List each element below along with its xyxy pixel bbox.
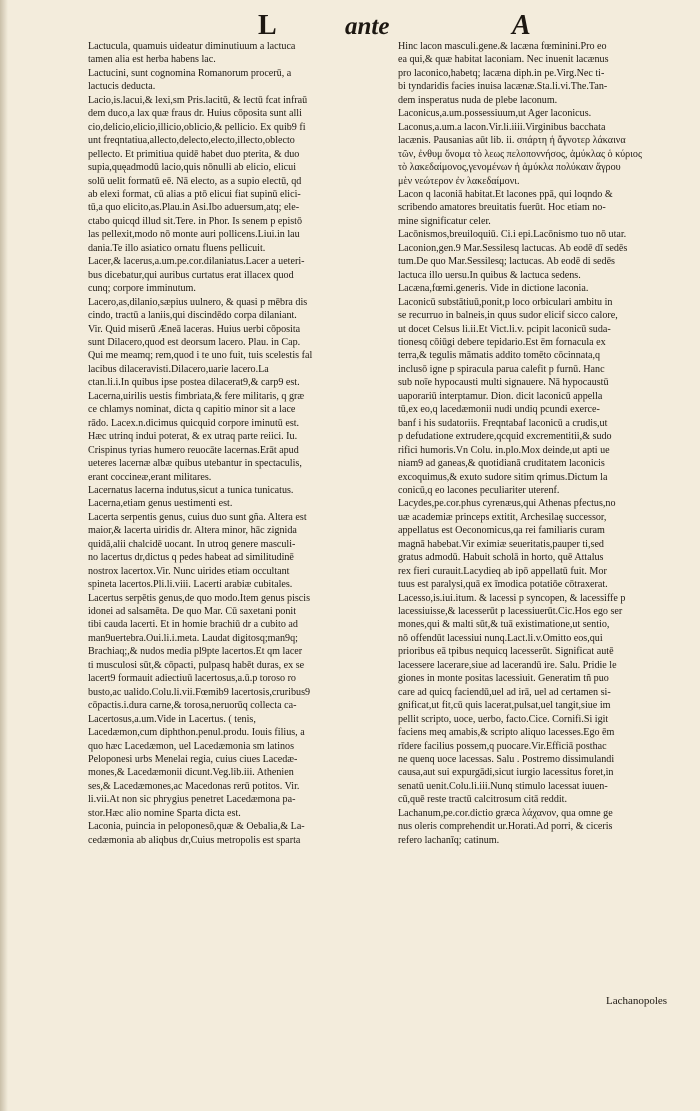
text-line: Peloponesi urbs Menelai regia, cuius ciues Lacedæ- (88, 754, 298, 766)
text-line: mine significatur celer. (398, 215, 491, 227)
text-line: cindo, tractū a laniis,qui discindēdo corpa dilaniant. (88, 310, 297, 322)
text-line: Lacōnismos,breuiloquiū. Ci.i epi.Lacōnismo tuo nō utar. (398, 229, 627, 241)
text-line: Lactucula, quamuis uideatur diminutiuum a lactuca (88, 41, 296, 52)
text-line: conicū,q eo lacones peculiariter uterenf. (398, 484, 560, 496)
running-head-letter: L (258, 10, 277, 41)
text-line: Qui me meamq; rem,quod i te uno fuit, tuis scelestis fal (88, 350, 313, 362)
text-line: uaporariū interptamur. Dion. dicit laconicū appella (398, 390, 603, 402)
running-head (0, 10, 700, 44)
text-line: Brachiaq;,& nudos media pl9pte lacertos.Et qm lacer (88, 646, 303, 658)
text-line: spineta lacertos.Pli.li.viii. Lacerti arabiæ cubitales. (88, 579, 293, 591)
text-line: Lacæna,fœmi.generis. Vide in dictione laconia. (398, 283, 589, 295)
text-line: ea qui,& quæ habitat laconiam. Nec inuenit lacænus (398, 54, 609, 66)
text-line: busto,ac ualido.Colu.li.vii.Fœmib9 lacertosis,cruribus9 (88, 686, 311, 698)
text-line: Lacertus serpētis genus,de quo modo.Item genus piscis (88, 592, 311, 604)
text-line: ti musculosi sūt,& cōpacti, pulpasq habēt duras, ex se (88, 659, 305, 671)
text-line: cū,quē reste tractū calcitrosum citā reddit. (398, 794, 567, 806)
text-line: maior,& lacerta uiridis dr. Altera minor, hāc zignida (88, 525, 297, 537)
text-line: stor.Hæc alio nomine Sparta dicta est. (88, 807, 241, 819)
running-head-word: ante (345, 13, 390, 40)
text-line: mones,& Lacedæmonii dicunt.Veg.lib.iii. Athenien (88, 767, 294, 779)
text-line: cōpactis.i.dura carne,& torosa,neruorūq collecta ca- (88, 700, 297, 712)
text-line: Lacero,as,dilanio,sæpius uulnero, & quasi p mēbra dis (88, 296, 308, 308)
text-line: nus oleris comprehendit ur.Horati.Ad porri, & ciceris (398, 821, 613, 833)
text-line: sunt Dilacero,quod est deorsum lacero. Plau. in Cap. (88, 336, 301, 348)
text-line: Lacernatus lacerna indutus,sicut a tunica tunicatus. (88, 484, 294, 496)
right-text-column (398, 40, 689, 1060)
text-line: man9uertebra.Oui.li.i.meta. Laudat digitosq;man9q; (88, 632, 298, 644)
text-line: erant coccineæ,erant militares. (88, 471, 212, 483)
text-line: rifici humoris.Vn Colu. in.plo.Mox deinde,ut apti ue (398, 444, 610, 456)
text-line: nō offendūt lacessiui nunq.Lact.li.v.Omitto eos,qui (398, 632, 603, 644)
text-line: unt freqntatiua,allecto,delecto,electo,illecto,oblecto (88, 135, 295, 147)
text-line: nostrox lacertox.Vir. Nunc uirides etiam occultant (88, 565, 290, 577)
text-line: scribendo amatores breuitatis fuerūt. Hoc etiam no- (398, 202, 606, 214)
text-line: tionesq cōiūgi debere tepidario.Est ēm fornacula ex (398, 336, 606, 348)
text-line: senatū uenit.Colu.li.iii.Nunq stimulo lacessat iuuen- (398, 780, 608, 792)
text-line: lactucis deducta. (88, 81, 156, 93)
text-line: tuus est paralysi,quā ex īmodica potatiōe cōtraxerat. (398, 579, 608, 591)
text-line: excoquimus,& exuto sudore sitim qrimus.Dictum la (398, 471, 608, 483)
text-line: cedæmonia ab aliqbus dr,Cuius metropolis est sparta (88, 834, 301, 846)
text-line: Lacertosus,a.um.Vide in Lacertus. ( tenis, (88, 713, 256, 725)
text-line: gnificat,ut fit,cū quis lacerat,pulsat,uel tangit,siue im (398, 700, 611, 712)
text-line: supia,quęadmodū lacio,quis nōnulli ab elicio, elicui (88, 162, 296, 174)
text-line: ab elexi format, cū alias a ptō elicui fiat supinū elici- (88, 188, 301, 200)
text-line: dem insperatus nuda de plebe laconum. (398, 94, 558, 106)
text-line: lacænis. Pausanias aūt lib. ii. σπάρτη ἡ ἄγνοτερ λάκαινα (398, 135, 626, 147)
left-text-column (88, 40, 384, 1060)
text-line: Lacesso,is.iui.itum. & lacessi p syncopen, & lacessiffe p (398, 592, 626, 604)
text-line: cio,delicio,elicio,illicio,oblicio,& pellicio. Ex quib9 fi (88, 121, 306, 133)
text-line: μὲν νεώτερον ἐν λακεδαίμονι. (398, 175, 520, 187)
text-line: uæ academiæ princeps extitit, Archesilaę successor, (398, 511, 607, 523)
text-line: faciens meq amabis,& scripto aliquo lacesses.Ego ēm (398, 727, 615, 739)
text-line: terra,& tegulis māmatis addito tomēto cōcinnata,q (398, 350, 601, 362)
text-line: no lacertus dr,dictus q pedes habeat ad similitudinē (88, 552, 294, 564)
text-line: solū uelit formatū eē. Nā electo, as a supio electū, qd (88, 175, 302, 187)
text-line: quo hæc Lacedæmon, uel Lacedæmonia sm latinos (88, 740, 295, 752)
text-line: ne quenq uoce lacessas. Salu . Postremo dissimulandi (398, 754, 615, 766)
text-line: tū,ex eo,q lacedæmonii nudi undiq pcundi exerce- (398, 404, 600, 416)
text-line: tamen alia est herba habens lac. (88, 54, 216, 66)
text-line: ueteres lacernæ albæ quibus utebantur in spectaculis, (88, 458, 302, 470)
text-line: dania.Te illo asiatico ornatu fluens pellicuit. (88, 242, 266, 254)
text-line: p defudatione extrudere,qcquid excrementitii,& sudo (398, 431, 612, 443)
text-line: Laconus,a.um.a lacon.Vir.li.iiii.Virginibus bacchata (398, 121, 606, 133)
text-line: ses,& Lacedæmones,ac Macedonas rerū potitos. Vir. (88, 780, 300, 792)
text-line: Lacon q laconiā habitat.Et lacones ppā, qui loqndo & (398, 188, 613, 200)
text-line: lacert9 formauit adiectiuū lacertosus,a.ū.p toroso ro (88, 673, 296, 685)
text-line: gratus admodū. Habuit scholā in horto, quē Attalus (398, 552, 604, 564)
text-line: mones,qui & malti sūt,& tuā existimatione,ut sentio, (398, 619, 610, 631)
text-line: lacibus dilaceravisti.Dilacero,uarie lacero.La (88, 363, 269, 375)
text-line: Lacer,& lacerus,a.um.pe.cor.dilaniatus.Lacer a ueteri- (88, 256, 305, 268)
text-line: dem duco,a lax quæ fraus dr. Huius cōposita sunt alli (88, 108, 302, 120)
text-line: sub noīe hypocausti multi signauere. Nā hypocaustū (398, 377, 609, 389)
catchword: Lachanopoles (606, 995, 668, 1007)
text-line: pellit scripto, uoce, uerbo, facto.Cice. Cornifi.Si igit (398, 713, 609, 725)
text-line: magnā habebat.Vir eximiæ seueritatis,pauper ti,sed (398, 538, 604, 550)
text-line: Lacio,is.lacui,& lexi,sm Pris.lacitū, & lectū fcat infraū (88, 94, 308, 106)
text-line: pellecto. Et primitiua quidē habet duo pterita, & duo (88, 148, 300, 160)
text-line: pro laconico,habetq; lacæna diph.in pe.Virg.Nec ti- (398, 67, 605, 79)
text-line: idonei ad salsamēta. De quo Mar. Cū saxetani ponit (88, 606, 296, 618)
text-line: prioribus eā tpibus nequicq lacesserūt. Significat autē (398, 646, 614, 658)
text-line: care ad quicq faciendū,uel ad irā, uel ad certamen si- (398, 686, 611, 698)
page-gutter-shadow (0, 0, 8, 1111)
text-line: rex fieri curauit.Lacydieq ab ipō appellatū fuit. Mor (398, 565, 607, 577)
text-line: Lacedæmon,cum diphthon.penul.produ. Iouis filius, a (88, 727, 305, 739)
text-line: appellatus est Oeconomicus,qa rei familiaris curam (398, 525, 605, 537)
text-line: ctan.li.i.In quibus ipse postea dilacerat9,& carp9 est. (88, 377, 300, 389)
text-line: Lacerna,etiam genus uestimenti est. (88, 498, 233, 510)
text-line: bus dicebatur,qui auribus curtatus erat illacex quod (88, 269, 294, 281)
text-line: ut docet Celsus li.ii.Et Vict.li.v. pcipit laconicū suda- (398, 323, 611, 335)
text-line: causa,aut sui expurgādi,sicut iurgio lacessitus foret,in (398, 767, 614, 779)
text-line: rīdere facilius possem,q puocare.Vir.Efficiā posthac (398, 740, 607, 752)
text-line: tū,a quo elicito,as.Plau.in Asi.Ibo aduersum,atq; ele- (88, 202, 300, 214)
text-line: cunq; corpore imminutum. (88, 283, 196, 295)
text-line: lacessere lacerare,siue ad lacerandū ire. Salu. Pridie le (398, 659, 617, 671)
text-line: ctabo quicqd illud sit.Tere. in Phor. Is senem p epistō (88, 215, 303, 227)
text-line: se recurruo in balneis,in quus sudor elicif sicco calore, (398, 310, 618, 322)
text-line: bi tyndaridis facies inuisa lacænæ.Sta.li.vi.The.Tan- (398, 81, 608, 93)
text-line: Lachanum,pe.cor.dictio græca λάχανον, qua omne ge (398, 807, 613, 819)
text-line: Laconicus,a.um.possessiuum,ut Ager laconicus. (398, 108, 592, 120)
text-line: giones in monte positas lacessiuit. Generatim tñ puo (398, 673, 609, 685)
text-line: Vir. Quid miserū Æneā laceras. Huius uerbi cōposita (88, 323, 301, 335)
running-head-mark: A (512, 10, 531, 41)
text-line: ce chlamys nominat, dicta q capitio minor sit a lace (88, 404, 296, 416)
text-line: tum.De quo Mar.Sessilesq; lactucas. Ab eodē di sedēs (398, 256, 615, 268)
text-line: Laconion,gen.9 Mar.Sessilesq lactucas. Ab eodē dī sedēs (398, 242, 628, 254)
text-line: lacessiuisse,& lacesserūt p lacessiuerūt.Cic.Hos ego ser (398, 606, 623, 618)
text-line: niam9 ad ganeas,& quotidianā cruditatem laconicis (398, 458, 605, 470)
text-line: Laconicū substātiuū,ponit,p loco orbiculari ambitu in (398, 296, 613, 308)
text-line: Lacydes,pe.cor.phus cyrenæus,qui Athenas pfectus,no (398, 498, 616, 510)
text-line: Lactucini, sunt cognomina Romanorum procerū, a (88, 67, 292, 79)
text-line: inclusō igne p spiracula parua calefit p furnū. Hanc (398, 363, 605, 375)
text-line: lactuca illo uersu.In quibus & lactuca sedens. (398, 269, 581, 281)
text-line: Crispinus tyrias humero reuocāte lacernas.Erāt apud (88, 444, 299, 456)
text-line: Hinc lacon masculi.gene.& lacæna fœminini.Pro eo (398, 41, 607, 52)
text-line: li.vii.At non sic phrygius penetret Lacedæmona pa- (88, 794, 296, 806)
text-line: las pellexit,modo nō monte auri pollicens.Liui.in lau (88, 229, 300, 241)
text-line: Laconia, puincia in peloponesō,quæ & Oebalia,& La- (88, 821, 305, 833)
text-line: refero lachanīq; catinum. (398, 834, 500, 846)
text-line: tibi cauda lacerti. Et in homie brachiū dr a cubito ad (88, 619, 298, 631)
text-line: Hæc utrinq indui poterat, & ex utraq parte reiici. Iu. (88, 431, 298, 443)
text-line: quidā,alii chalcidē uocant. In utroq genere masculi- (88, 538, 296, 550)
text-line: τῶν, ἐνθυμ ὄνομα τὸ λεως πελοποννήσος, ἀμύκλας ὁ κύριος (398, 148, 642, 160)
text-line: Lacerta serpentis genus, cuius duo sunt gña. Altera est (88, 511, 307, 523)
text-line: rādo. Lacex.n.dicimus quicquid corpore iminutū est. (88, 417, 300, 429)
text-line: τὸ λακεδαίμονος,γενομένων ἡ ἀμύκλα πολύκαιν ἄγρου (398, 162, 621, 174)
text-line: banf i his sudatoriis. Freqntabaf laconicū a crudis,ut (398, 417, 608, 429)
text-line: Lacerna,uirilis uestis fimbriata,& fere militaris, q græ (88, 390, 305, 402)
